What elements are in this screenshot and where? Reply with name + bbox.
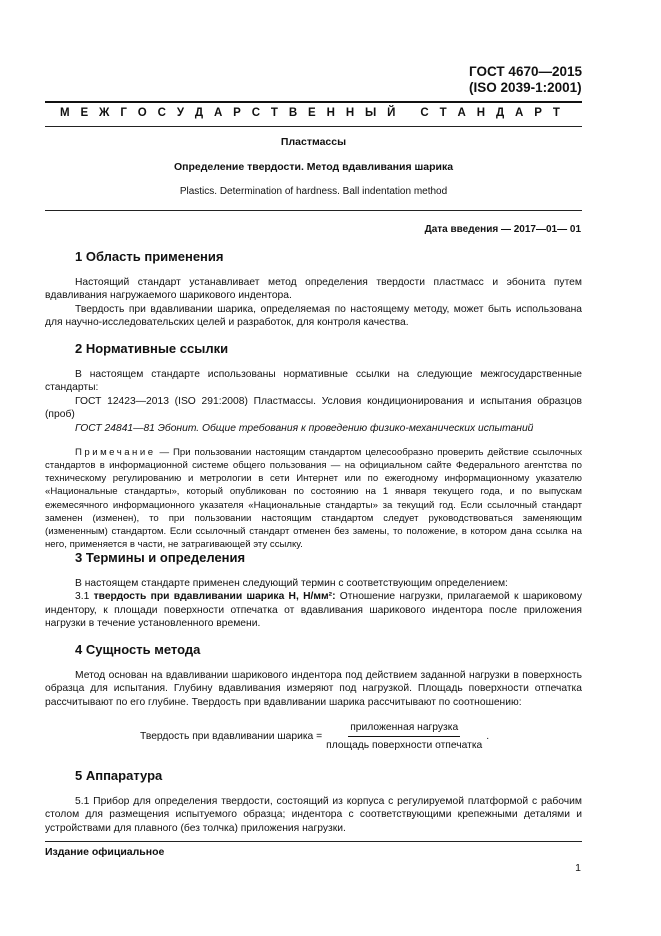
section-4-paragraph-1: Метод основан на вдавливании шарикового индентора под действием заданной нагрузки в поверхность образца для испытания. Глубину вдавливания измеряют под нагрузкой. Площадь поверхности отпечатка рассчитывают по его глубине. Твердость при вдавливании шарика рассчитывают по соотношению: <box>45 670 582 708</box>
standard-title-ru: Определение твердости. Метод вдавливания шарика <box>173 161 454 173</box>
banner-letter: У <box>176 107 184 119</box>
banner-letter: Т <box>439 107 447 119</box>
section-4-heading: 4 Сущность метода <box>75 642 201 657</box>
section-3-body <box>45 577 582 631</box>
banner-letter: А <box>457 107 466 119</box>
title-rule <box>45 210 582 211</box>
introduction-date: Дата введения — 2017—01— 01 <box>424 224 581 235</box>
banner-letter: С <box>157 107 166 119</box>
interstate-standard-banner <box>60 106 560 121</box>
section-2-heading: 2 Нормативные ссылки <box>75 341 229 356</box>
page-number: 1 <box>575 862 581 874</box>
banner-letter: Н <box>476 107 486 119</box>
section-4-body <box>45 669 582 709</box>
banner-letter: Н <box>326 107 335 119</box>
banner-letter: С <box>420 107 429 119</box>
banner-letter: В <box>288 107 298 119</box>
banner-letter: Е <box>308 107 316 119</box>
formula-fraction <box>326 721 482 753</box>
banner-letter: Д <box>194 107 204 119</box>
banner-letter: Р <box>534 107 542 119</box>
standard-category: Пластмассы <box>280 136 347 148</box>
banner-letter: О <box>137 107 147 119</box>
term-name: твердость при вдавливании шарика H, Н/мм²: <box>93 591 336 603</box>
banner-letter <box>406 106 409 121</box>
term-text: Отношение нагрузки, прилагаемой к шариковому индентору, к площади поверхности отпечатка от вдавливания шарикового индентора после приложения нагрузки в течение установленного времени. <box>45 591 582 630</box>
banner-letter: С <box>251 107 261 119</box>
iso-number: (ISO 2039-1:2001) <box>469 79 582 95</box>
formula-denominator: площадь поверхности отпечатка <box>326 740 483 752</box>
banner-letter: Р <box>233 107 241 119</box>
note-label: Примечание <box>75 447 156 458</box>
banner-letter: А <box>213 107 223 119</box>
banner-letter: Н <box>345 107 355 119</box>
official-edition-label: Издание официальное <box>45 846 165 858</box>
banner-letter: Е <box>80 107 89 119</box>
normative-reference-2: ГОСТ 24841—81 Эбонит. Общие требования к проведению физико-механических испытаний <box>75 422 534 434</box>
section-1-paragraph-1: Настоящий стандарт устанавливает метод определения твердости пластмасс и эбонита путем вдавливания нагружаемого шарикового индентора. <box>45 277 582 302</box>
standard-number-block <box>469 64 582 96</box>
formula-end: . <box>486 731 490 743</box>
section-5-heading: 5 Аппаратура <box>75 768 163 783</box>
banner-letter: Й <box>387 107 396 119</box>
normative-reference-1: ГОСТ 12423—2013 (ISO 291:2008) Пластмассы. Условия кондиционирования и испытания образцов (проб) <box>45 395 582 421</box>
footer-rule <box>45 841 582 842</box>
section-2-paragraph-1: В настоящем стандарте использованы нормативные ссылки на следующие межгосударственные стандарты: <box>45 369 582 394</box>
banner-letter: А <box>515 107 524 119</box>
banner-letter: М <box>60 107 70 119</box>
standard-number: ГОСТ 4670—2015 <box>469 64 582 79</box>
banner-letter: Ж <box>99 107 110 119</box>
banner-letter: Д <box>495 107 505 119</box>
section-3-paragraph-1: В настоящем стандарте применен следующий термин с соответствующим определением: <box>75 578 508 589</box>
section-5-body <box>45 795 582 835</box>
section-1-body <box>45 276 582 330</box>
hardness-formula <box>140 721 489 753</box>
note-text: — При пользовании настоящим стандартом целесообразно проверить действие ссылочных стандартов в информационной системе общего пользования — на официальном сайте Федерального агентства по техническому регулированию и метрологии в сети Интернет или по ежегодному информационному указателю «Национальные стандарты», который опубликован по состоянию на 1 января текущего года, и по выпускам ежемесячного информационного указателя «Национальные стандарты» за текущий год. Если ссылочный стандарт заменен (изменен), то при пользовании настоящим стандартом следует руководствоваться заменяющим (измененным) стандартом. Если ссылочный стандарт отменен без замены, то положение, в котором дана ссылка на него, применяется в части, не затрагивающей эту ссылку. <box>45 447 582 550</box>
section-5-paragraph-1: 5.1 Прибор для определения твердости, состоящий из корпуса с регулируемой платформой с рабочим столом для размещения испытуемого образца; индентора с соответствующими крепежными деталями и устройствами для плавного (без толчка) приложения нагрузки. <box>45 796 582 834</box>
term-definition <box>45 590 582 630</box>
banner-rule <box>45 126 582 127</box>
banner-letter: Г <box>120 107 127 119</box>
section-3-heading: 3 Термины и определения <box>75 550 246 565</box>
banner-letter: Т <box>270 107 278 119</box>
standard-title-en: Plastics. Determination of hardness. Ball indentation method <box>179 186 448 197</box>
term-number: 3.1 <box>75 591 94 603</box>
section-2-body <box>45 368 582 435</box>
formula-numerator: приложенная нагрузка <box>348 721 460 737</box>
banner-letter: Ы <box>365 107 377 119</box>
banner-letter: Т <box>552 107 560 119</box>
section-1-paragraph-2: Твердость при вдавливании шарика, определяемая по настоящему методу, может быть использована для научно-исследовательских целей и разработок, для контроля качества. <box>45 303 582 329</box>
section-1-heading: 1 Область применения <box>75 249 224 264</box>
section-2-note <box>45 446 582 551</box>
top-rule <box>45 101 582 103</box>
formula-lhs: Твердость при вдавливании шарика = <box>140 731 323 743</box>
